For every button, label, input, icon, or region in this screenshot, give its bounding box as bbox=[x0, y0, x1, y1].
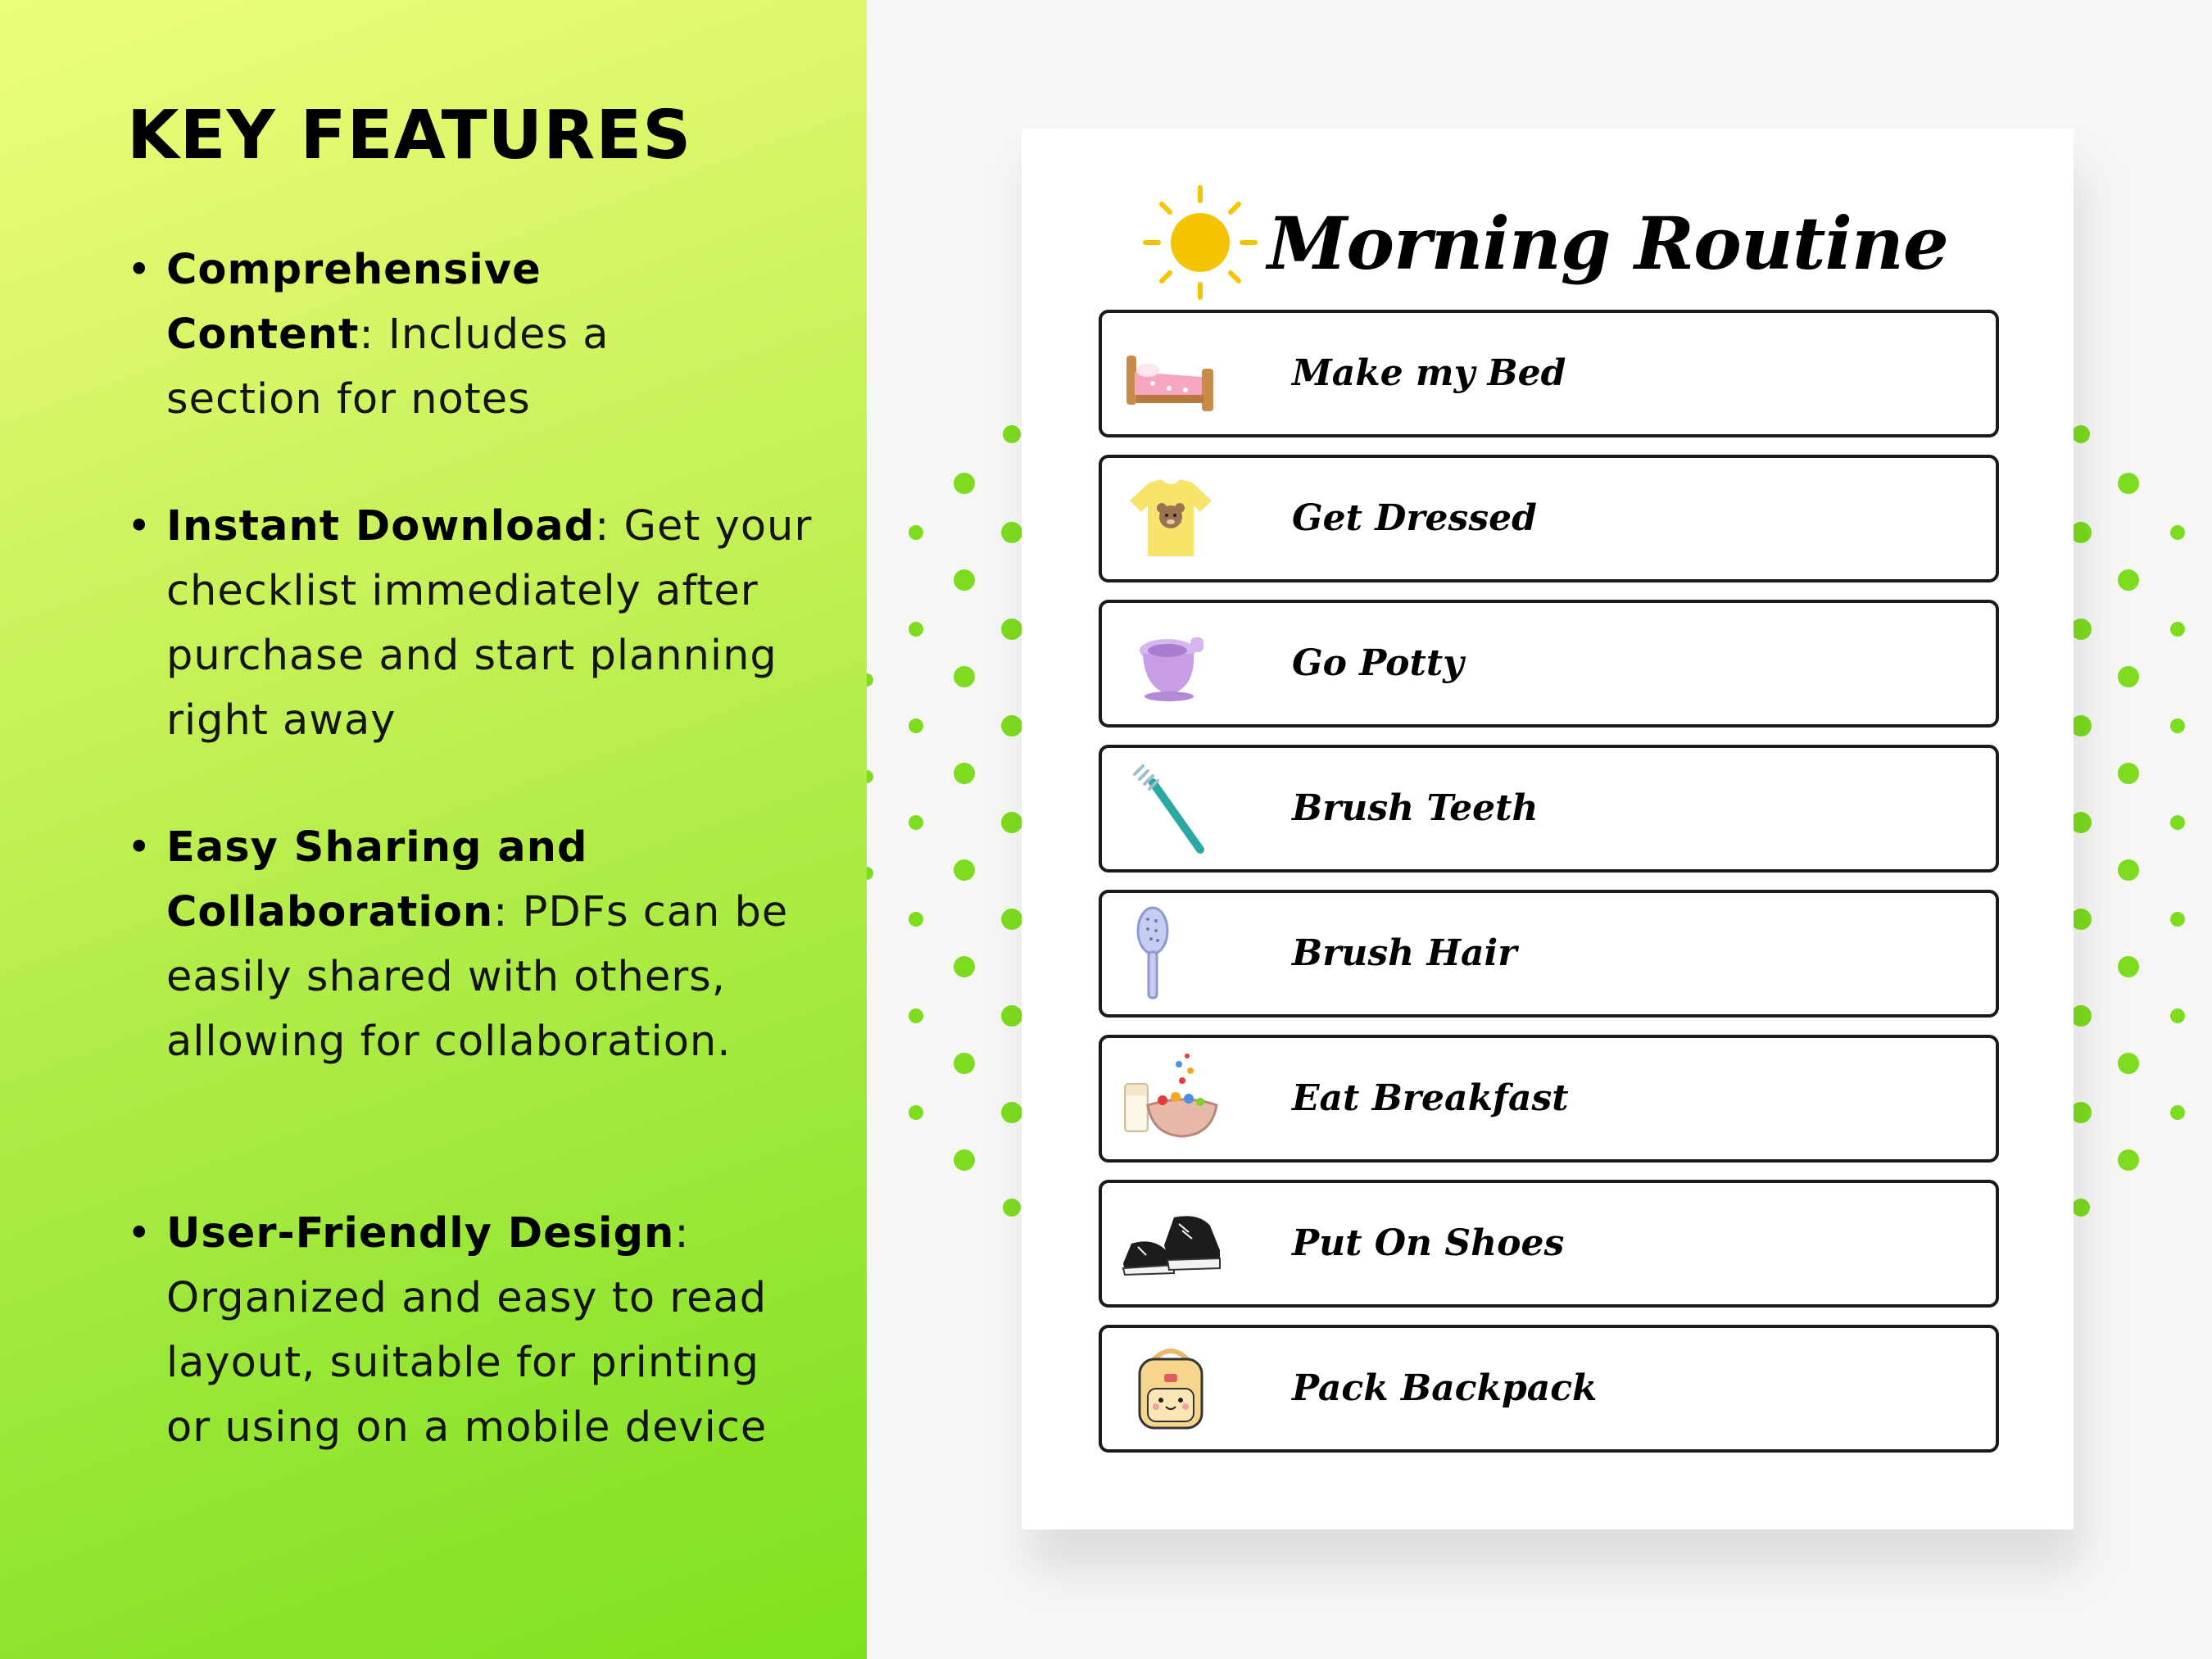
dot bbox=[2170, 525, 2185, 540]
dot bbox=[909, 1105, 923, 1120]
dot bbox=[909, 718, 923, 733]
feature-heading: Instant Download bbox=[166, 502, 596, 551]
dot bbox=[955, 766, 973, 784]
dot bbox=[867, 673, 873, 687]
task-label: Pack Backpack bbox=[1292, 1367, 1598, 1409]
task-row-put-on-shoes[interactable] bbox=[1099, 1180, 1999, 1308]
features-title: KEY FEATURES bbox=[127, 97, 692, 175]
dot bbox=[909, 1009, 923, 1023]
feature-description: Includes a section for notes bbox=[166, 310, 610, 424]
dot bbox=[909, 912, 923, 927]
task-label: Go Potty bbox=[1292, 642, 1464, 684]
feature-item: • Easy Sharing and Collaboration: PDFs can be easily shared with others, allowing for collaboration. bbox=[127, 815, 832, 1074]
feature-item: • Comprehensive Content: Includes a section for notes bbox=[127, 238, 832, 432]
dot bbox=[954, 1149, 975, 1171]
dot bbox=[2170, 815, 2185, 830]
dot bbox=[1001, 812, 1022, 833]
dot bbox=[909, 525, 923, 540]
dot bbox=[909, 622, 923, 637]
dot bbox=[1001, 715, 1022, 737]
dot bbox=[2119, 669, 2137, 687]
dot bbox=[1003, 1199, 1021, 1217]
bullet-icon: • bbox=[127, 1209, 152, 1257]
feature-heading: User-Friendly Design bbox=[166, 1209, 675, 1258]
breakfast-icon bbox=[1120, 1048, 1222, 1149]
toothbrush-icon bbox=[1120, 758, 1222, 859]
dot bbox=[2118, 1149, 2139, 1171]
task-row-pack-backpack[interactable] bbox=[1099, 1325, 1999, 1453]
task-row-brush-teeth[interactable] bbox=[1099, 745, 1999, 873]
dot bbox=[867, 867, 873, 880]
task-label: Make my Bed bbox=[1292, 352, 1566, 394]
dot bbox=[955, 669, 973, 687]
shoes-icon bbox=[1120, 1193, 1222, 1294]
feature-heading: Easy Sharing and Collaboration bbox=[166, 823, 588, 936]
dot bbox=[1003, 425, 1021, 443]
task-label: Get Dressed bbox=[1292, 497, 1537, 539]
task-row-go-potty[interactable] bbox=[1099, 600, 1999, 728]
features-panel bbox=[0, 0, 867, 1659]
backpack-icon bbox=[1120, 1338, 1222, 1439]
dot bbox=[2170, 1105, 2185, 1120]
bullet-icon: • bbox=[127, 246, 152, 293]
dot bbox=[954, 473, 975, 494]
task-label: Brush Hair bbox=[1292, 932, 1517, 974]
bed-icon bbox=[1120, 323, 1222, 424]
bullet-icon: • bbox=[127, 502, 152, 550]
dot bbox=[2119, 959, 2137, 977]
routine-title: Morning Routine bbox=[1267, 201, 1948, 286]
dot bbox=[2119, 863, 2137, 881]
task-label: Put On Shoes bbox=[1292, 1222, 1565, 1264]
dot bbox=[1001, 909, 1022, 930]
feature-item: • Instant Download: Get your checklist immediately after purchase and start planning right away bbox=[127, 494, 832, 753]
feature-item: • User-Friendly Design: Organized and easy to read layout, suitable for printing or using on a mobile device bbox=[127, 1201, 832, 1460]
task-row-make-bed[interactable] bbox=[1099, 310, 1999, 437]
potty-icon bbox=[1120, 613, 1222, 714]
dot bbox=[955, 573, 973, 591]
feature-description: Get your checklist immediately after purchase and start planning right away bbox=[166, 502, 813, 745]
feature-heading: Comprehensive Content bbox=[166, 246, 542, 359]
dot bbox=[1001, 1102, 1022, 1123]
dot bbox=[2170, 718, 2185, 733]
dot bbox=[1001, 522, 1022, 543]
dot bbox=[1001, 619, 1022, 640]
dot bbox=[2119, 573, 2137, 591]
task-label: Eat Breakfast bbox=[1292, 1077, 1569, 1119]
dot bbox=[867, 770, 873, 783]
task-label: Brush Teeth bbox=[1292, 787, 1539, 829]
sun-icon bbox=[1139, 181, 1262, 304]
feature-description: PDFs can be easily shared with others, allowing for collaboration. bbox=[166, 888, 789, 1066]
shirt-icon bbox=[1120, 468, 1222, 569]
dot bbox=[955, 959, 973, 977]
task-row-get-dressed[interactable] bbox=[1099, 455, 1999, 582]
dot bbox=[2170, 912, 2185, 927]
dot bbox=[2119, 1056, 2137, 1074]
dot bbox=[2118, 473, 2139, 494]
dot bbox=[1001, 1005, 1022, 1027]
dot bbox=[2170, 622, 2185, 637]
dot bbox=[955, 1056, 973, 1074]
dot bbox=[2119, 766, 2137, 784]
task-row-eat-breakfast[interactable] bbox=[1099, 1035, 1999, 1163]
feature-description: Organized and easy to read layout, suitable for printing or using on a mobile device bbox=[166, 1274, 768, 1452]
dot bbox=[909, 815, 923, 830]
hairbrush-icon bbox=[1120, 903, 1222, 1004]
dot bbox=[955, 863, 973, 881]
checklist-page bbox=[1022, 129, 2074, 1530]
bullet-icon: • bbox=[127, 823, 152, 871]
dot bbox=[2170, 1009, 2185, 1023]
task-row-brush-hair[interactable] bbox=[1099, 890, 1999, 1018]
